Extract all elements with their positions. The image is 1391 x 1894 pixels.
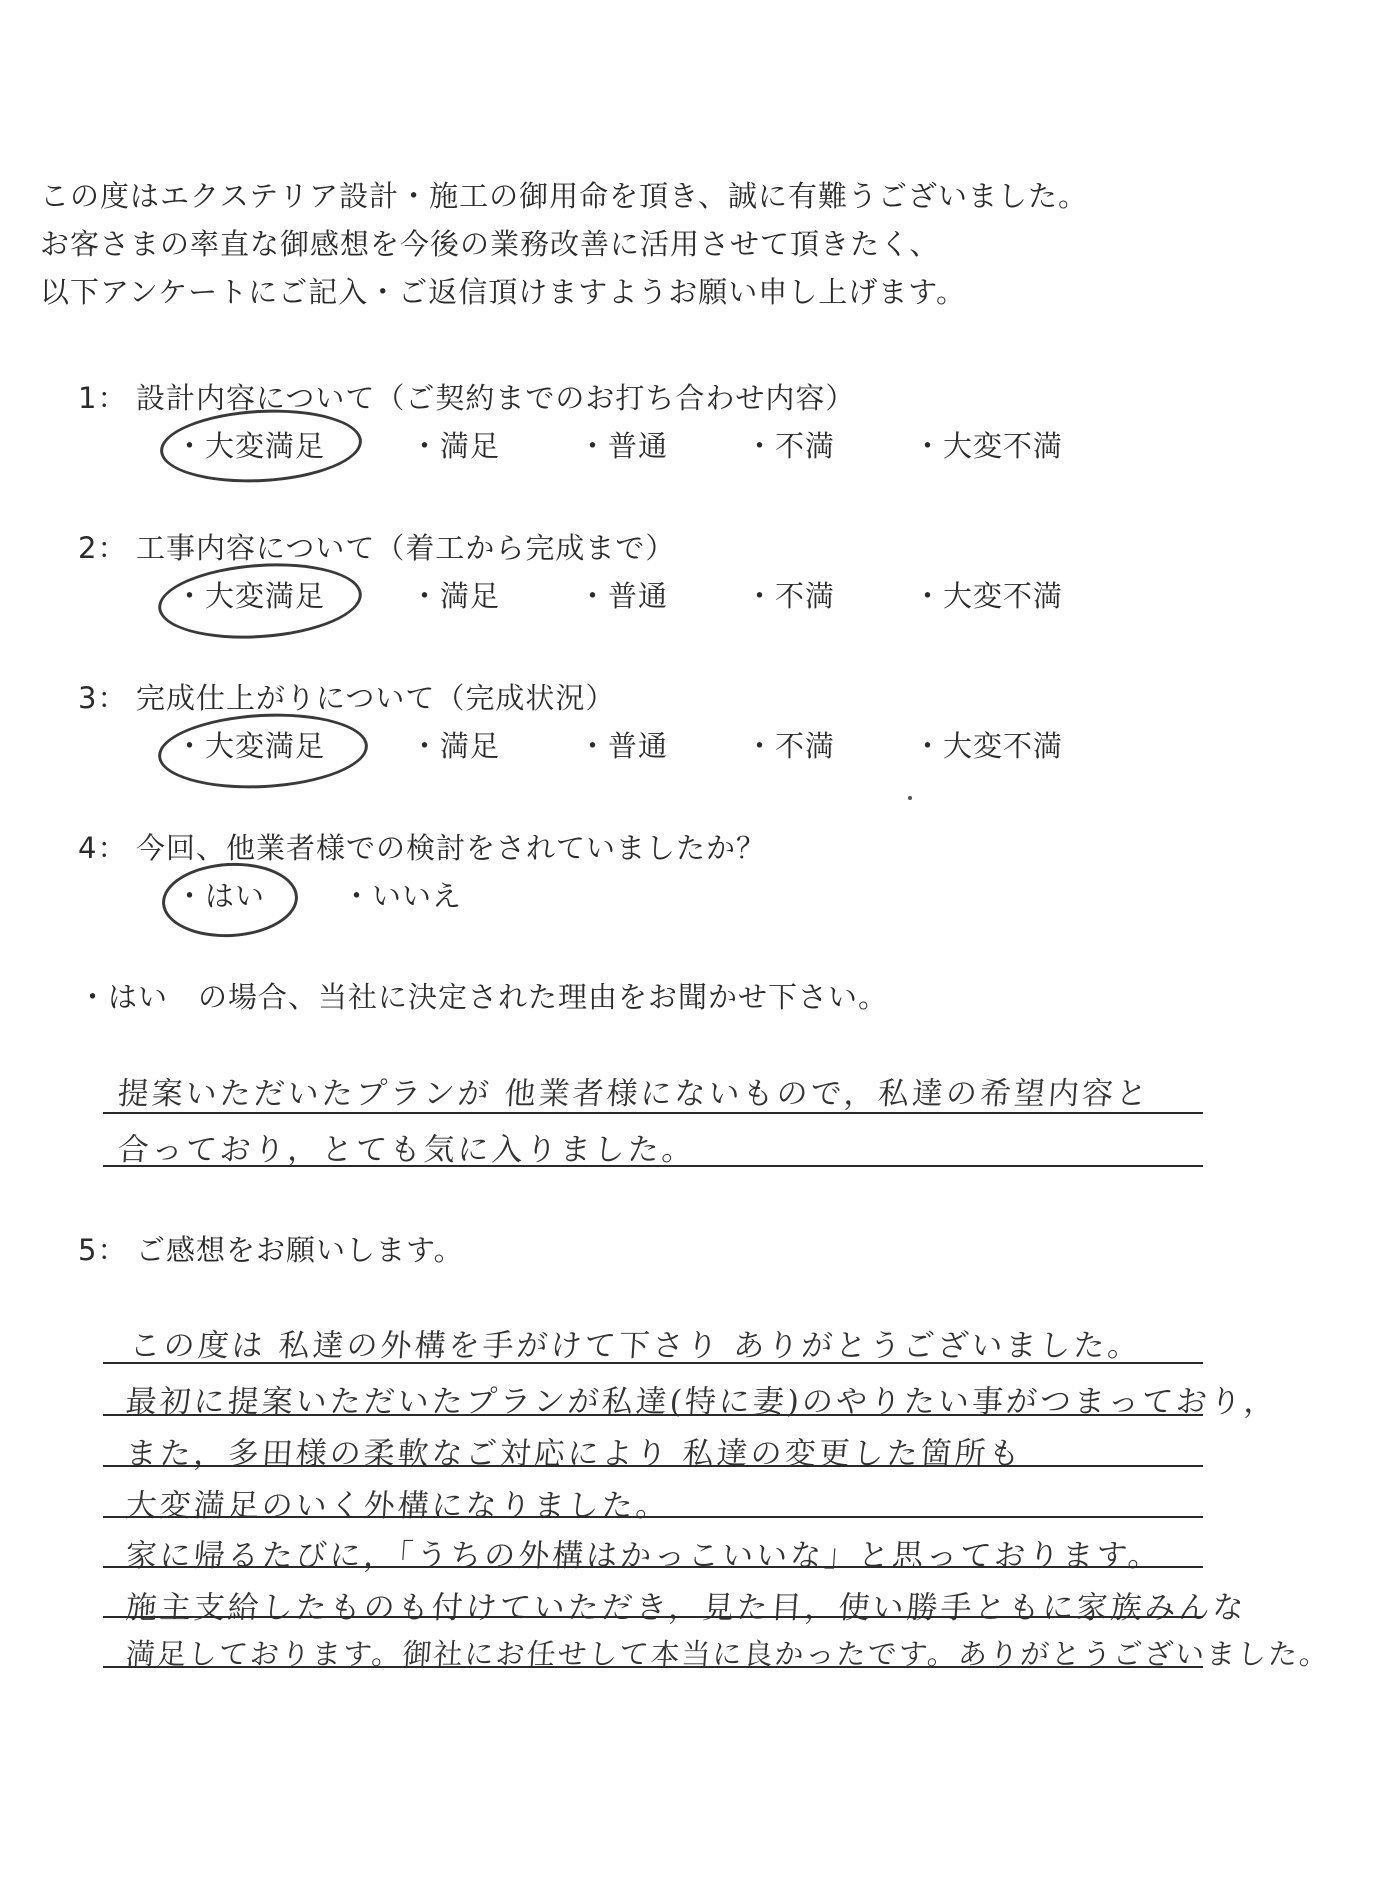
question-5-text: ご感想をお願いします。 bbox=[136, 1233, 464, 1267]
q5-answer-line-3: また，多田様の柔軟なご対応により 私達の変更した箇所も bbox=[124, 1436, 1024, 1472]
q1-option-normal[interactable]: ・普通 bbox=[578, 429, 669, 463]
answer-rule-6 bbox=[103, 1516, 1203, 1518]
answer-rule-7 bbox=[103, 1566, 1203, 1568]
question-4-number: 4： bbox=[78, 831, 128, 865]
q3-option-normal[interactable]: ・普通 bbox=[578, 729, 669, 763]
answer-rule-2 bbox=[103, 1165, 1203, 1167]
q4-option-yes[interactable]: ・はい bbox=[175, 879, 266, 913]
question-2-number: 2： bbox=[78, 531, 128, 565]
intro-line-3: 以下アンケートにご記入・ご返信頂けますようお願い申し上げます。 bbox=[40, 275, 966, 309]
q3-option-dissatisfied[interactable]: ・不満 bbox=[745, 729, 836, 763]
question-1 bbox=[78, 376, 855, 417]
reason-answer-line-1: 提案いただいたプランが 他業者様にないもので，私達の希望内容と bbox=[116, 1076, 1152, 1112]
question-2 bbox=[78, 526, 675, 567]
question-4-text: 今回、他業者様での検討をされていましたか？ bbox=[136, 831, 767, 865]
question-5-number: 5： bbox=[78, 1233, 128, 1267]
question-3-number: 3： bbox=[78, 681, 128, 715]
q2-option-very-dissatisfied[interactable]: ・大変不満 bbox=[913, 579, 1064, 613]
q1-option-satisfied[interactable]: ・満足 bbox=[410, 429, 501, 463]
q2-option-satisfied[interactable]: ・満足 bbox=[410, 579, 501, 613]
question-3-text: 完成仕上がりについて（完成状況） bbox=[136, 681, 616, 715]
q5-answer-line-1: この度は 私達の外構を手がけて下さり ありがとうございました。 bbox=[128, 1328, 1143, 1364]
q5-answer-line-4: 大変満足のいく外構になりました。 bbox=[124, 1488, 672, 1524]
answer-rule-8 bbox=[103, 1616, 1203, 1618]
intro-line-1: この度はエクステリア設計・施工の御用命を頂き、誠に有難うございました。 bbox=[40, 179, 1088, 213]
reason-answer-line-2: 合っており，とても気に入りました。 bbox=[116, 1132, 698, 1168]
stray-mark bbox=[908, 796, 912, 800]
q5-answer-line-7: 満足しております。御社にお任せして本当に良かったです。ありがとうございました。 bbox=[124, 1637, 1332, 1671]
question-1-text: 設計内容について（ご契約までのお打ち合わせ内容） bbox=[136, 381, 856, 415]
q1-option-very-dissatisfied[interactable]: ・大変不満 bbox=[913, 429, 1064, 463]
q2-option-dissatisfied[interactable]: ・不満 bbox=[745, 579, 836, 613]
answer-rule-1 bbox=[103, 1112, 1203, 1114]
answer-rule-4 bbox=[103, 1414, 1203, 1416]
question-5 bbox=[78, 1228, 464, 1269]
answer-rule-3 bbox=[103, 1362, 1203, 1364]
q5-answer-line-6: 施主支給したものも付けていただき，見た目，使い勝手ともに家族みんな bbox=[124, 1590, 1248, 1626]
answer-rule-9 bbox=[103, 1666, 1203, 1668]
q3-option-satisfied[interactable]: ・満足 bbox=[410, 729, 501, 763]
question-1-number: 1： bbox=[78, 381, 128, 415]
q3-option-very-satisfied[interactable]: ・大変満足 bbox=[175, 729, 326, 763]
q2-option-very-satisfied[interactable]: ・大変満足 bbox=[175, 579, 326, 613]
q3-option-very-dissatisfied[interactable]: ・大変不満 bbox=[913, 729, 1064, 763]
question-2-text: 工事内容について（着工から完成まで） bbox=[136, 531, 676, 565]
answer-rule-5 bbox=[103, 1465, 1203, 1467]
question-3 bbox=[78, 676, 615, 717]
q1-option-very-satisfied[interactable]: ・大変満足 bbox=[175, 429, 326, 463]
question-4 bbox=[78, 826, 766, 867]
q2-option-normal[interactable]: ・普通 bbox=[578, 579, 669, 613]
intro-line-2: お客さまの率直な御感想を今後の業務改善に活用させて頂きたく、 bbox=[40, 227, 940, 261]
q5-answer-line-5: 家に帰るたびに，「うちの外構はかっこいいな」と思っております。 bbox=[124, 1538, 1164, 1574]
q1-option-dissatisfied[interactable]: ・不満 bbox=[745, 429, 836, 463]
q4-option-no[interactable]: ・いいえ bbox=[342, 879, 463, 913]
intro-text bbox=[40, 172, 1088, 316]
reason-prompt: ・はい の場合、当社に決定された理由をお聞かせ下さい。 bbox=[78, 980, 889, 1014]
q5-answer-line-2: 最初に提案いただいたプランが私達(特に妻)のやりたい事がつまっており， bbox=[124, 1384, 1280, 1420]
